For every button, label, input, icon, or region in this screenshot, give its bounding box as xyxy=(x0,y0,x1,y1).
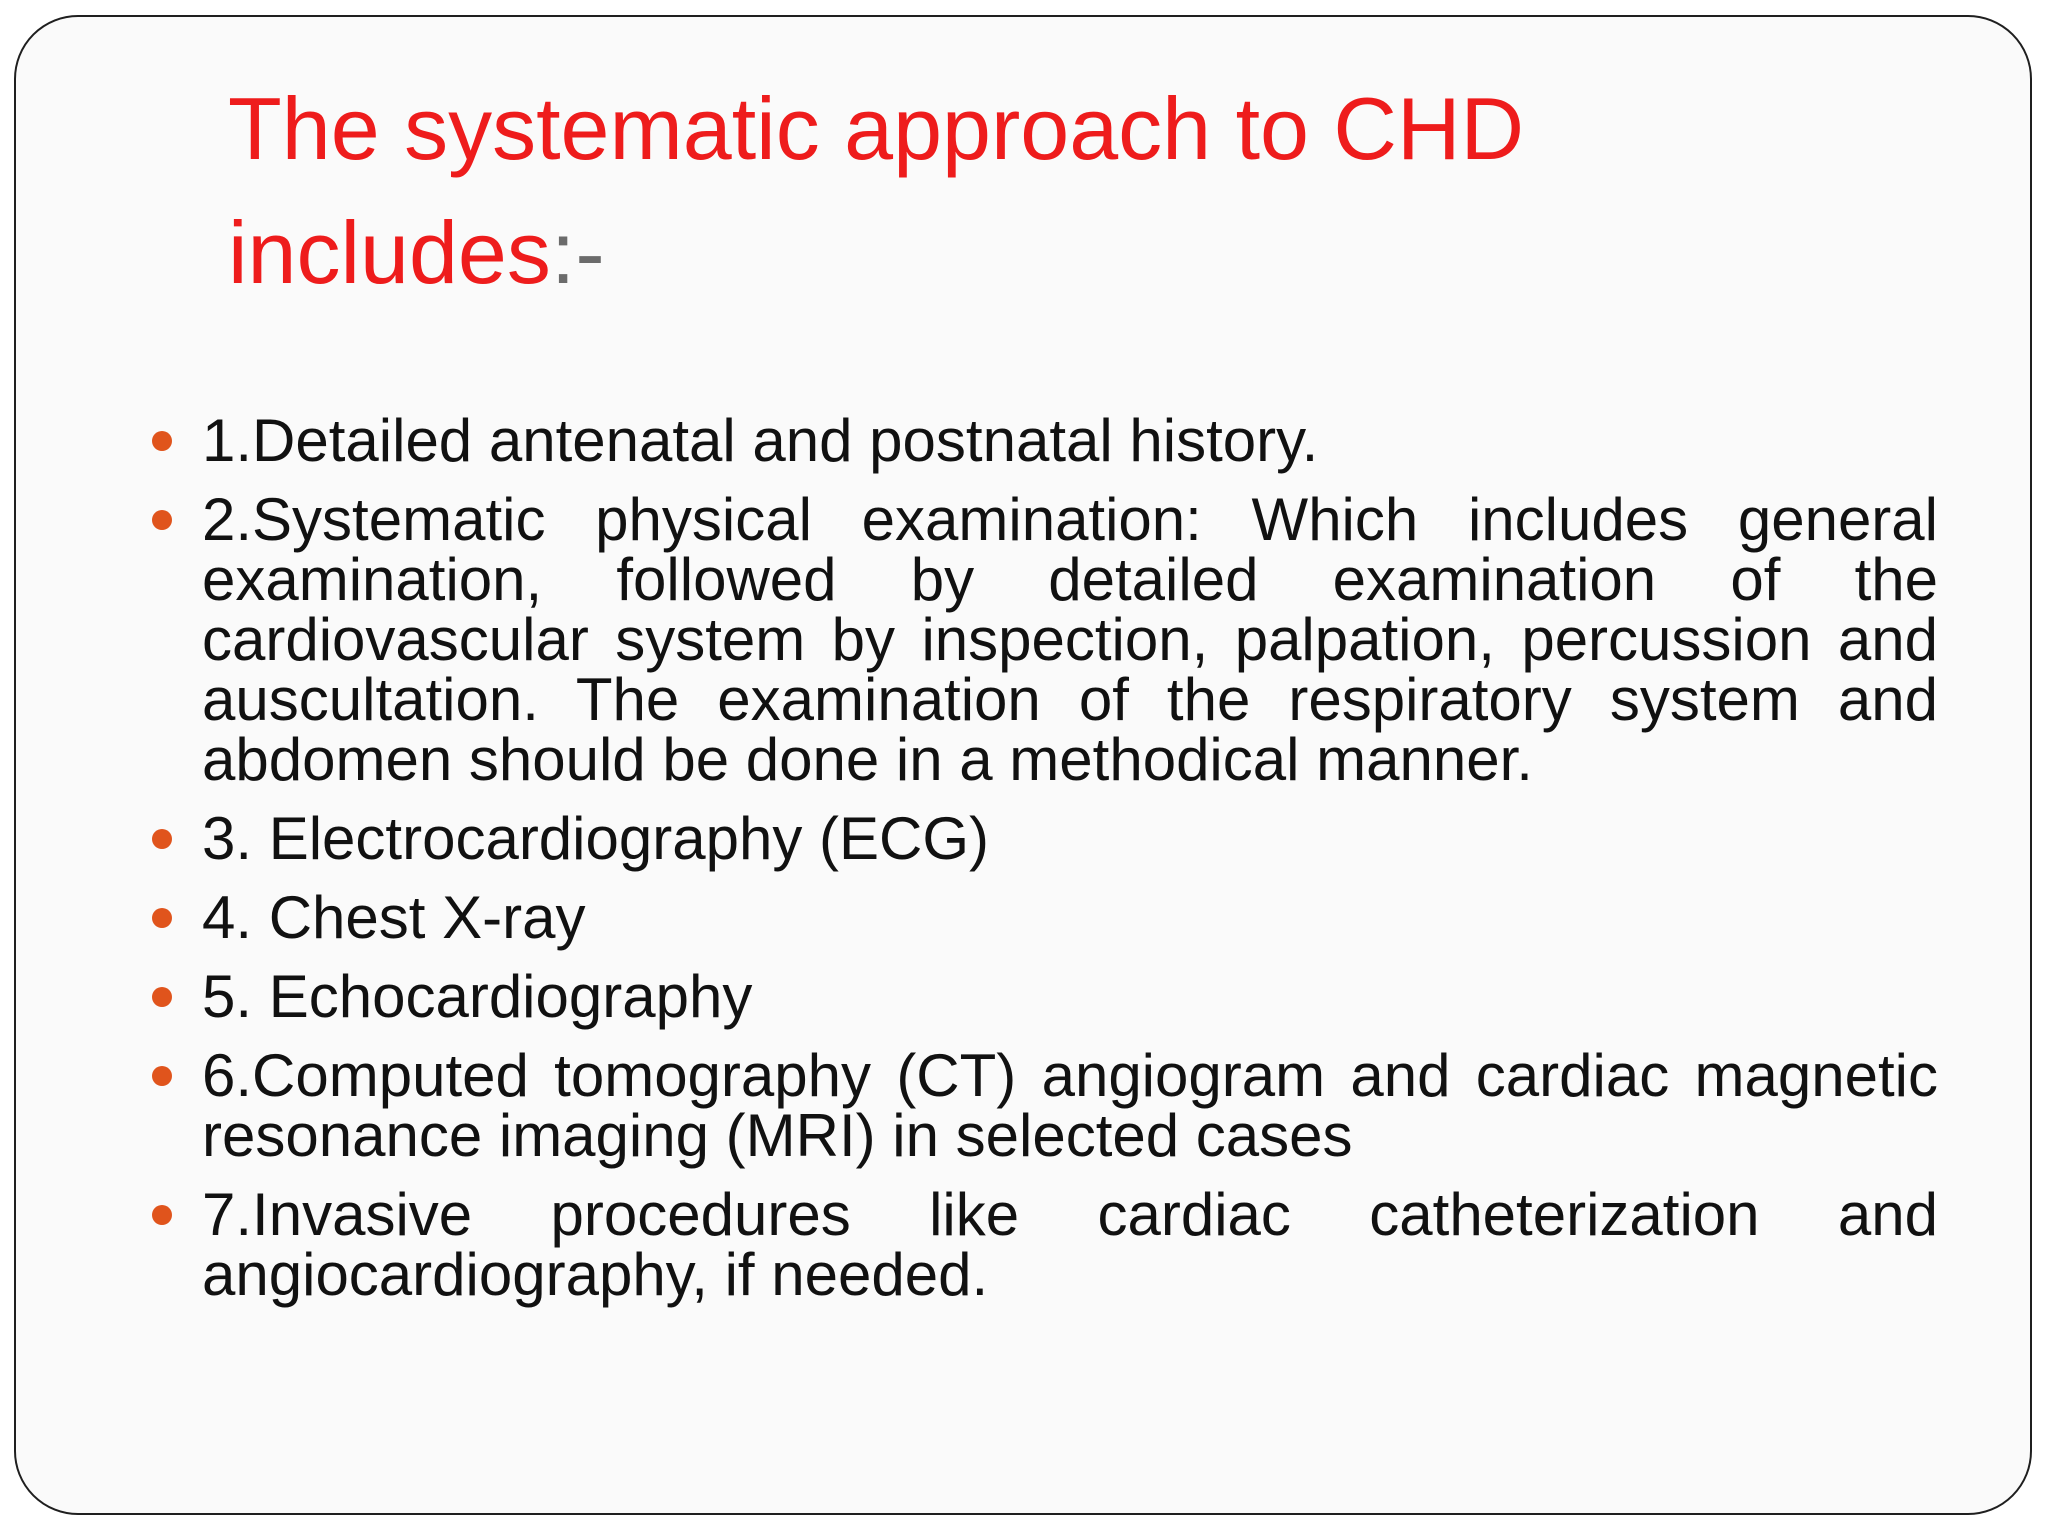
bullet-text: 4. Chest X-ray xyxy=(202,884,586,951)
bullet-list xyxy=(202,407,1938,1324)
slide-frame xyxy=(14,15,2032,1515)
slide-title xyxy=(228,67,1728,315)
list-item xyxy=(202,1042,1938,1169)
list-item xyxy=(202,884,1938,951)
bullet-text: 6.Computed tomography (CT) angiogram and cardiac magnetic resonance imaging (MRI) in selected cases xyxy=(202,1042,1938,1169)
bullet-dot-icon xyxy=(152,1205,172,1225)
list-item xyxy=(202,805,1938,872)
bullet-dot-icon xyxy=(152,829,172,849)
bullet-text: 1.Detailed antenatal and postnatal history. xyxy=(202,407,1319,474)
title-suffix: :- xyxy=(550,203,605,302)
bullet-text: 5. Echocardiography xyxy=(202,963,753,1030)
bullet-dot-icon xyxy=(152,1066,172,1086)
bullet-text: 2.Systematic physical examination: Which includes general examination, followed by detailed examination of the cardiovascular system by inspection, palpation, percussion and auscultation. The examination of the respiratory system and abdomen should be done in a methodical manner. xyxy=(202,486,1938,793)
bullet-dot-icon xyxy=(152,510,172,530)
bullet-dot-icon xyxy=(152,908,172,928)
bullet-text: 7.Invasive procedures like cardiac catheterization and angiocardiography, if needed. xyxy=(202,1181,1938,1308)
bullet-text: 3. Electrocardiography (ECG) xyxy=(202,805,989,872)
list-item xyxy=(202,1181,1938,1308)
list-item xyxy=(202,486,1938,793)
list-item xyxy=(202,963,1938,1030)
list-item xyxy=(202,407,1938,474)
title-main: The systematic approach to CHD includes xyxy=(228,79,1525,302)
bullet-dot-icon xyxy=(152,431,172,451)
bullet-dot-icon xyxy=(152,987,172,1007)
